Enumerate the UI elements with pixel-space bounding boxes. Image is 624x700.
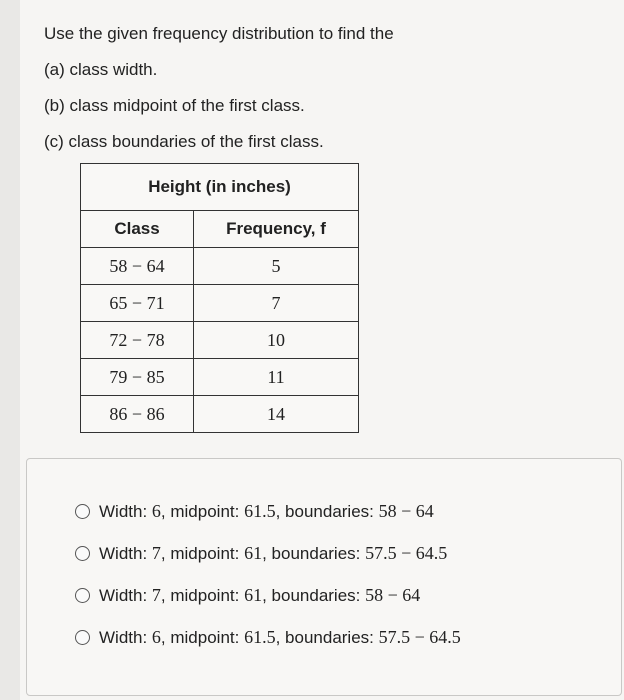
option-boundaries: 58 − 64 <box>378 501 434 521</box>
option-width-label: Width: <box>99 543 148 563</box>
question-part-a: (a) class width. <box>44 60 158 79</box>
frequency-cell: 14 <box>194 396 359 433</box>
option-width: 7 <box>151 543 161 563</box>
option-boundaries-label: , boundaries: <box>262 585 361 605</box>
answer-option-1[interactable] <box>75 501 434 522</box>
table-title: Height (in inches) <box>81 164 359 211</box>
radio-button[interactable] <box>75 630 90 645</box>
option-boundaries-label: , boundaries: <box>275 501 374 521</box>
table-row <box>81 285 359 322</box>
class-cell: 72 − 78 <box>81 322 194 359</box>
class-cell: 86 − 86 <box>81 396 194 433</box>
option-midpoint-label: , midpoint: <box>160 585 240 605</box>
question-text <box>44 16 394 160</box>
table-row <box>81 248 359 285</box>
question-part-c: (c) class boundaries of the first class. <box>44 132 324 151</box>
question-intro: Use the given frequency distribution to find the <box>44 24 394 43</box>
option-midpoint-label: , midpoint: <box>160 501 240 521</box>
frequency-cell: 7 <box>194 285 359 322</box>
option-width: 6 <box>151 501 161 521</box>
table-row <box>81 322 359 359</box>
frequency-table <box>80 163 359 433</box>
class-cell: 65 − 71 <box>81 285 194 322</box>
table-row <box>81 396 359 433</box>
header-class: Class <box>81 211 194 248</box>
radio-button[interactable] <box>75 546 90 561</box>
option-midpoint: 61.5 <box>244 501 276 521</box>
answer-option-2[interactable] <box>75 543 447 564</box>
table-row <box>81 359 359 396</box>
option-midpoint-label: , midpoint: <box>160 627 240 647</box>
option-midpoint: 61 <box>244 543 263 563</box>
frequency-cell: 5 <box>194 248 359 285</box>
class-cell: 79 − 85 <box>81 359 194 396</box>
option-midpoint-label: , midpoint: <box>160 543 240 563</box>
option-width-label: Width: <box>99 627 148 647</box>
radio-button[interactable] <box>75 588 90 603</box>
option-boundaries: 57.5 − 64.5 <box>365 543 448 563</box>
frequency-cell: 11 <box>194 359 359 396</box>
radio-button[interactable] <box>75 504 90 519</box>
answer-option-4[interactable] <box>75 627 461 648</box>
option-width-label: Width: <box>99 585 148 605</box>
option-width: 6 <box>151 627 161 647</box>
option-width-label: Width: <box>99 501 148 521</box>
answer-option-3[interactable] <box>75 585 420 606</box>
answer-choices-panel <box>26 458 622 696</box>
option-boundaries-label: , boundaries: <box>275 627 374 647</box>
option-boundaries-label: , boundaries: <box>262 543 361 563</box>
option-boundaries: 57.5 − 64.5 <box>378 627 461 647</box>
option-midpoint: 61.5 <box>244 627 276 647</box>
option-width: 7 <box>151 585 161 605</box>
class-cell: 58 − 64 <box>81 248 194 285</box>
frequency-cell: 10 <box>194 322 359 359</box>
option-midpoint: 61 <box>244 585 263 605</box>
header-frequency: Frequency, f <box>194 211 359 248</box>
option-boundaries: 58 − 64 <box>365 585 421 605</box>
question-part-b: (b) class midpoint of the first class. <box>44 96 305 115</box>
question-page <box>20 0 624 700</box>
